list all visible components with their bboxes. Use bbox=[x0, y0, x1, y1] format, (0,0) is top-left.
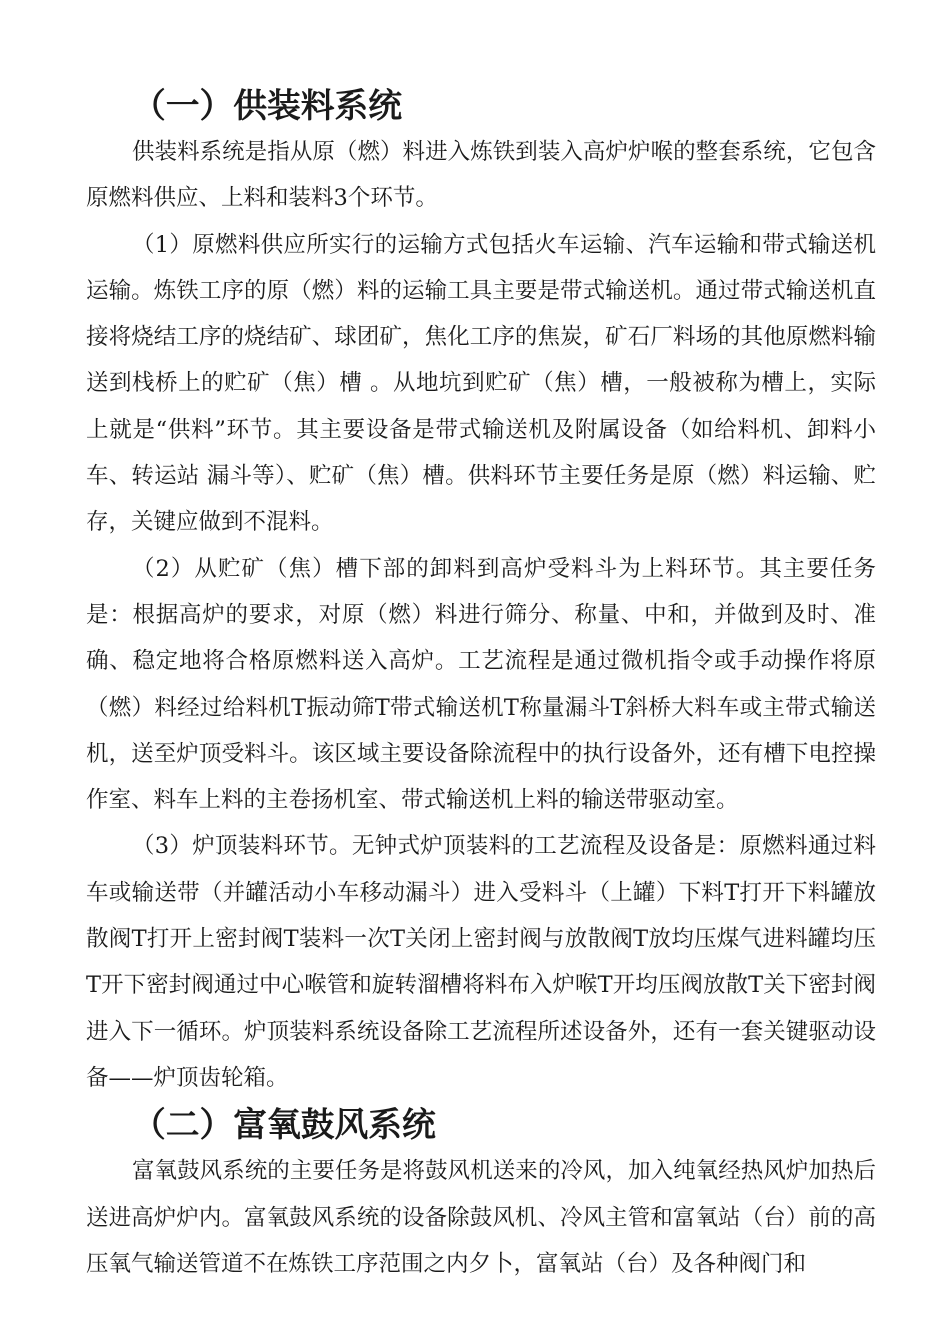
paragraph-oxygen-blast-overview: 富氧鼓风系统的主要任务是将鼓风机送来的冷风，加入纯氧经热风炉加热后送进高炉炉内。富氧鼓风系统的设备除鼓风机、冷风主管和富氧站（台）前的高压氧气输送管道不在炼铁工序范围之内夕卜，富氧站（台）及各种阀门和 bbox=[86, 1158, 876, 1277]
paragraph-raw-material-supply: （1）原燃料供应所实行的运输方式包括火车运输、汽车运输和带式输送机运输。炼铁工序的原（燃）料的运输工具主要是带式输送机。通过带式输送机直接将烧结工序的烧结矿、球团矿，焦化工序的焦炭，矿石厂料场的其他原燃料输送到栈桥上的贮矿（焦）槽 。从地坑到贮矿（焦）槽，一般被称为槽上，实际上就是“供料”环节。其主要设备是带式输送机及附属设备（如给料机、卸料小车、转运站 漏斗等）、贮矿（焦）槽。供料环节主要任务是原（燃）料运输、贮存，关键应做到不混料。 bbox=[86, 231, 876, 536]
paragraph-top-charging: （3）炉顶装料环节。无钟式炉顶装料的工艺流程及设备是：原燃料通过料车或输送带（并罐活动小车移动漏斗）进入受料斗（上罐）下料T打开下料罐放散阀T打开上密封阀T装料一次T关闭上密封阀与放散阀T放均压煤气进料罐均压T开下密封阀通过中心喉管和旋转溜槽将料布入炉喉T开均压阀放散T关下密封阀进入下一循环。炉顶装料系统设备除工艺流程所述设备外，还有一套关键驱动设备——炉顶齿轮箱。 bbox=[86, 833, 876, 1091]
section-heading-supply-charging: （一）供装料系统 bbox=[132, 85, 403, 125]
section-heading-oxygen-blast: （二）富氧鼓风系统 bbox=[132, 1104, 436, 1145]
paragraph-charging-stage: （2）从贮矿（焦）槽下部的卸料到高炉受料斗为上料环节。其主要任务是：根据高炉的要求，对原（燃）料进行筛分、称量、中和，并做到及时、准确、稳定地将合格原燃料送入高炉。工艺流程是通过微机指令或手动操作将原（燃）料经过给料机T振动筛T带式输送机T称量漏斗T斜桥大料车或主带式输送机，送至炉顶受料斗。该区域主要设备除流程中的执行设备外，还有槽下电控操作室、料车上料的主卷扬机室、带式输送机上料的输送带驱动室。 bbox=[86, 555, 876, 814]
document-page bbox=[86, 82, 876, 1287]
paragraph-system-overview: 供装料系统是指从原（燃）料进入炼铁到装入高炉炉喉的整套系统，它包含原燃料供应、上料和装料3个环节。 bbox=[86, 139, 876, 212]
